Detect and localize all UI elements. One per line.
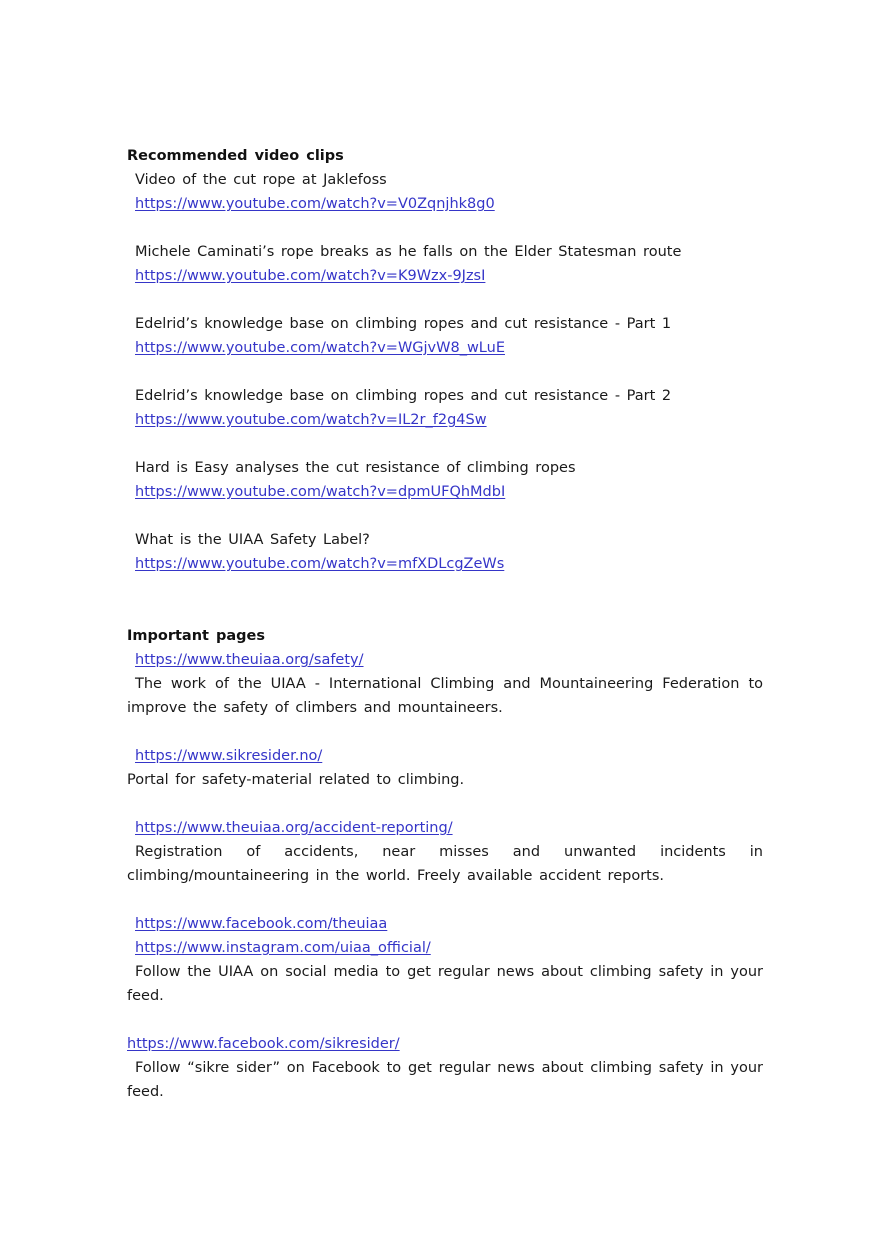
video-clip-link[interactable]: https://www.youtube.com/watch?v=V0Zqnjhk8g0 xyxy=(135,196,495,212)
video-clip-link[interactable]: https://www.youtube.com/watch?v=IL2r_f2g4Sw xyxy=(135,412,487,428)
sikresider-facebook-entry xyxy=(127,1032,763,1104)
accident-reporting-entry xyxy=(127,816,763,888)
video-clip-5 xyxy=(127,456,763,504)
accident-reporting-description: Registration of accidents, near misses and unwanted incidents in climbing/mountaineering in the world. Freely available accident reports. xyxy=(127,844,763,884)
uiaa-safety-description: The work of the UIAA - International Climbing and Mountaineering Federation to improve the safety of climbers and mountaineers. xyxy=(127,676,763,716)
sikresider-facebook-link[interactable]: https://www.facebook.com/sikresider/ xyxy=(127,1036,400,1052)
uiaa-facebook-link[interactable]: https://www.facebook.com/theuiaa xyxy=(135,916,388,932)
video-clip-1 xyxy=(127,168,763,216)
video-clip-4 xyxy=(127,384,763,432)
video-clip-title: Video of the cut rope at Jaklefoss xyxy=(135,172,387,188)
video-clip-link[interactable]: https://www.youtube.com/watch?v=mfXDLcgZeWs xyxy=(135,556,505,572)
video-clip-6 xyxy=(127,528,763,576)
important-pages-heading: Important pages xyxy=(127,628,266,644)
sikresider-link[interactable]: https://www.sikresider.no/ xyxy=(135,748,323,764)
video-clip-title: Edelrid’s knowledge base on climbing ropes and cut resistance - Part 1 xyxy=(135,316,672,332)
video-clip-link[interactable]: https://www.youtube.com/watch?v=WGjvW8_wLuE xyxy=(135,340,505,356)
sikresider-description: Portal for safety-material related to climbing. xyxy=(127,772,465,788)
video-clip-2 xyxy=(127,240,763,288)
video-clip-title: Edelrid’s knowledge base on climbing ropes and cut resistance - Part 2 xyxy=(135,388,672,404)
video-clip-link[interactable]: https://www.youtube.com/watch?v=K9Wzx-9JzsI xyxy=(135,268,486,284)
sikresider-entry xyxy=(127,744,763,792)
uiaa-instagram-link[interactable]: https://www.instagram.com/uiaa_official/ xyxy=(135,940,431,956)
video-clip-title: Michele Caminati’s rope breaks as he falls on the Elder Statesman route xyxy=(135,244,682,260)
uiaa-safety-entry xyxy=(127,648,763,720)
document-page xyxy=(127,144,763,1104)
video-clip-3 xyxy=(127,312,763,360)
video-clip-title: Hard is Easy analyses the cut resistance of climbing ropes xyxy=(135,460,576,476)
video-clips-heading: Recommended video clips xyxy=(127,148,344,164)
video-clip-title: What is the UIAA Safety Label? xyxy=(135,532,370,548)
uiaa-social-description: Follow the UIAA on social media to get regular news about climbing safety in your feed. xyxy=(127,964,763,1004)
sikresider-facebook-description: Follow “sikre sider” on Facebook to get regular news about climbing safety in your feed. xyxy=(127,1060,763,1100)
accident-reporting-link[interactable]: https://www.theuiaa.org/accident-reporting/ xyxy=(135,820,453,836)
uiaa-safety-link[interactable]: https://www.theuiaa.org/safety/ xyxy=(135,652,364,668)
video-clip-link[interactable]: https://www.youtube.com/watch?v=dpmUFQhMdbI xyxy=(135,484,506,500)
uiaa-social-entry xyxy=(127,912,763,1008)
